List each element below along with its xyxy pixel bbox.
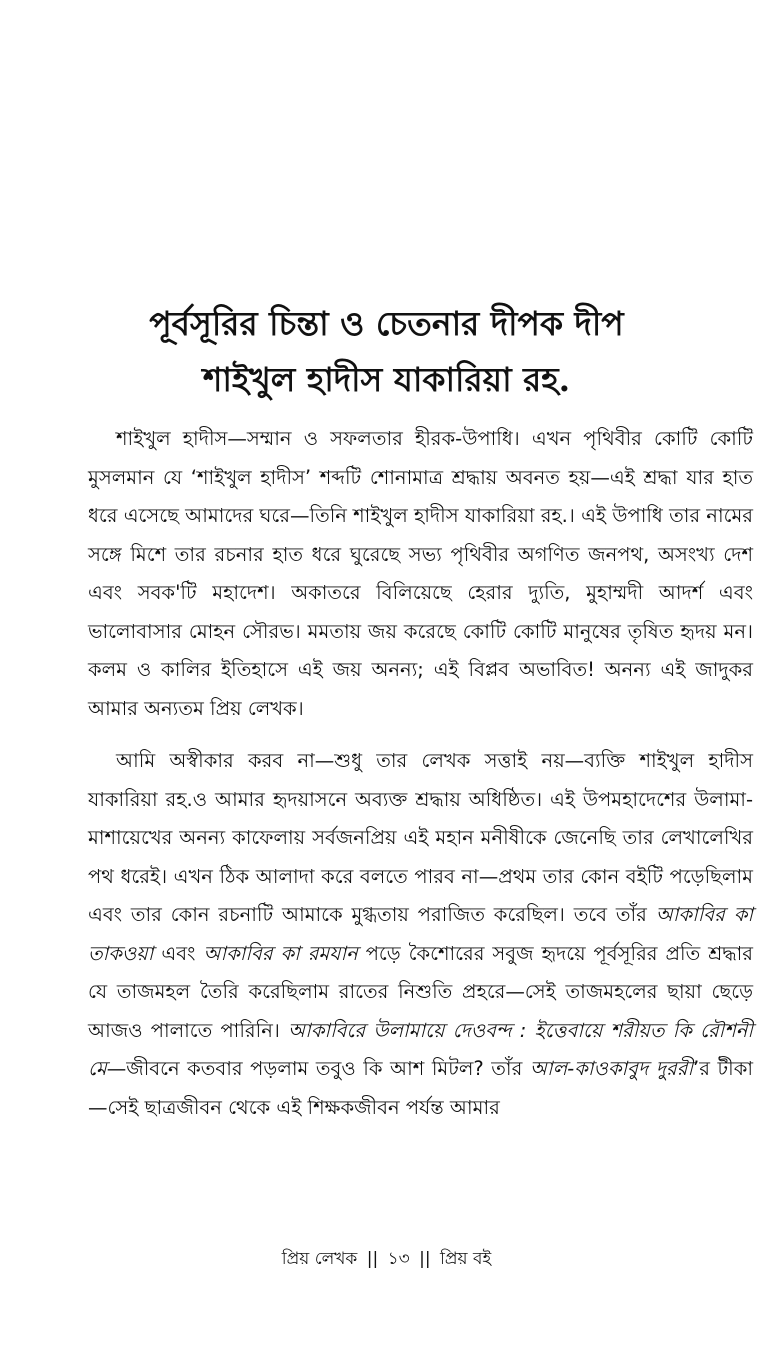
chapter-title <box>60 296 713 408</box>
paragraph-2-text: —জীবনে কতবার পড়লাম তবুও কি আশ মিটল? তাঁর <box>106 1057 530 1080</box>
paragraph-2 <box>88 742 753 1127</box>
book-title-al-kawkabud-durri: আল-কাওকাবুদ দুররী <box>529 1057 694 1080</box>
paragraph-1-text: শাইখুল হাদীস—সম্মান ও সফলতার হীরক-উপাধি। এখন পৃথিবীর কোটি কোটি মুসলমান যে ‘শাইখুল হাদীস’ শব্দটি শোনামাত্র শ্রদ্ধায় অবনত হয়—এই শ্রদ্ধা যার হাত ধরে এসেছে আমাদের ঘরে—তিনি শাইখুল হাদীস যাকারিয়া রহ.। এই উপাধি তার নামের সঙ্গে মিশে তার রচনার হাত ধরে ঘুরেছে সভ্য পৃথিবীর অগণিত জনপথ, অসংখ্য দেশ এবং সবক'টি মহাদেশ। অকাতরে বিলিয়েছে হেরার দ্যুতি, মুহাম্মদী আদর্শ এবং ভালোবাসার মোহন সৌরভ। মমতায় জয় করেছে কোটি কোটি মানুষের তৃষিত হৃদয় মন। কলম ও কালির ইতিহাসে এই জয় অনন্য; এই বিপ্লব অভাবিত! অনন্য এই জাদুকর আমার অন্যতম প্রিয় লেখক। <box>88 427 753 720</box>
chapter-title-line-1: পূর্বসূরির চিন্তা ও চেতনার দীপক দীপ <box>149 304 624 343</box>
paragraph-1 <box>88 420 753 728</box>
body-text <box>88 420 753 1127</box>
paragraph-2-text: ’র টীকা—সেই ছাত্রজীবন থেকে এই শিক্ষকজীবন পর্যন্ত আমার <box>88 1057 753 1119</box>
page-number: ১৩ <box>387 1249 410 1269</box>
paragraph-2-text: পড়ে কৈশোরের সবুজ হৃদয়ে পূর্বসূরির প্রতি শ্রদ্ধার যে তাজমহল তৈরি করেছিলাম রাতের নিশুতি প্রহরে—সেই তাজমহলের ছায়া ছেড়ে আজও পালাতে পারিনি। <box>88 941 753 1042</box>
footer-left-label: প্রিয় লেখক <box>281 1249 358 1269</box>
book-title-akabir-ka-ramzan: আকাবির কা রমযান <box>203 941 358 965</box>
footer-separator: || <box>419 1249 431 1269</box>
book-title-akabire-ulamaye-deoband: আকাবিরে উলামায়ে দেওবন্দ : ইত্তেবায়ে শরীয়ত কি রৌশনী মে <box>88 1018 754 1080</box>
page-footer <box>0 1247 773 1271</box>
paragraph-2-text: আমি অস্বীকার করব না—শুধু তার লেখক সত্তাই নয়—ব্যক্তি শাইখুল হাদীস যাকারিয়া রহ.ও আমার হৃদয়াসনে অব্যক্ত শ্রদ্ধায় অধিষ্ঠিত। এই উপমহাদেশের উলামা-মাশায়েখের অনন্য কাফেলায় সর্বজনপ্রিয় এই মহান মনীষীকে জেনেছি তার লেখালেখির পথ ধরেই। এখন ঠিক আলাদা করে বলতে পারব না—প্রথম তার কোন বইটি পড়েছিলাম এবং তার কোন রচনাটি আমাকে মুগ্ধতায় পরাজিত করেছিল। তবে তাঁর <box>88 749 753 926</box>
footer-separator: || <box>366 1249 379 1269</box>
paragraph-2-text: এবং <box>153 941 204 965</box>
book-title-akabir-ka-taqwa: আকাবির কা তাকওয়া <box>88 903 753 965</box>
chapter-title-line-2: শাইখুল হাদীস যাকারিয়া রহ. <box>202 360 571 399</box>
footer-right-label: প্রিয় বই <box>439 1249 492 1269</box>
